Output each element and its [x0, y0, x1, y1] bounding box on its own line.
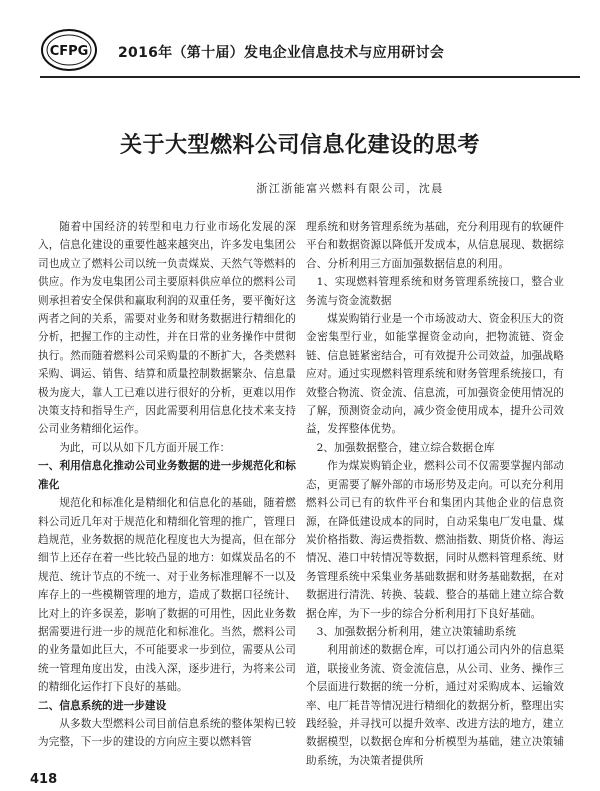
subsection-heading: 2、加强数据整合，建立综合数据仓库 [316, 441, 495, 454]
conference-header [40, 28, 580, 72]
paragraph: 利用前述的数据仓库，可以打通公司内外的信息渠道，联接业务流、资金流信息，从公司、业务、操作三个层面进行数据的统一分析，通过对采购成本、运输效率、电厂耗昔等情况进行精细化的数据分析，整理出实践经验，并寻找可以提升效率、改进方法的地方，建立数据模型，以数据仓库和分析模型为基础，建立决策辅助系统，为决策者提供所 [306, 644, 564, 767]
subsection-heading: 3、加强数据分析利用，建立决策辅助系统 [316, 625, 516, 638]
conference-logo [40, 28, 98, 72]
author-line: 浙江浙能富兴燃料有限公司，沈晨 [256, 182, 444, 195]
paragraph: 为此，可以从如下几方面开展工作： [59, 441, 231, 454]
conference-title: 2016年（第十届）发电企业信息技术与应用研讨会 [118, 45, 445, 61]
subsection-heading: 1、实现燃料管理系统和财务管理系统接口，整合业务流与资金流数据 [306, 276, 564, 307]
paragraph: 作为煤炭购销企业，燃料公司不仅需要掌握内部动态，更需要了解外部的市场形势及走向。可以充分利用燃料公司已有的软件平台和集团内其他企业的信息资源，在降低建设成本的同时，自动采集电厂发电量、煤炭价格指数、海运费指数、燃油指数、期货价格、海运情况、港口中转情况等数据，同时从燃料管理系统、财务管理系统中采集业务基础数据和财务基础数据，在对数据进行清洗、转换、装载、整合的基础上建立综合数据仓库，为下一步的综合分析利用打下良好基础。 [306, 460, 564, 620]
page-number: 418 [30, 772, 58, 787]
paragraph: 随着中国经济的转型和电力行业市场化发展的深入，信息化建设的重要性越来越突出，许多发电集团公司也成立了燃料公司以统一负责煤炭、天然气等燃料的供应。作为发电集团公司主要原料供应单位的燃料公司则承担着安全保供和赢取利润的双重任务，要平衡好这两者之间的关系，需要对业务和财务数据进行精细化的分析，把握工作的主动性，并在日常的业务操作中贯彻执行。然而随着燃料公司采购量的不断扩大，各类燃料采购、调运、销售、结算和质量控制数据繁杂、信息量极为庞大，靠人工已难以进行很好的分析，更难以用作决策支持和指导生产，因此需要利用信息化技术来支持公司业务精细化运作。 [38, 221, 296, 436]
section-heading: 一、利用信息化推动公司业务数据的进一步规范化和标准化 [38, 460, 296, 491]
paragraph-continued: 理系统和财务管理系统为基础，充分利用现有的软硬件平台和数据资源以降低开发成本，从信息展现、数据综合、分析利用三方面加强数据信息的利用。 [306, 221, 564, 270]
left-column [38, 218, 296, 770]
paragraph: 规范化和标准化是精细化和信息化的基础，随着燃料公司近几年对于规范化和精细化管理的推广，管理日趋规范，业务数据的规范化程度也大为提高，但在部分细节上还存在着一些比较凸显的地方：如煤炭品名的不规范、统计节点的不统一、对于业务标准理解不一以及库存上的一些模糊管理的地方，造成了数据口径统计、比对上的许多误差，影响了数据的可用性，因此业务数据需要进行进一步的规范化和标准化。当然，燃料公司的业务量如此巨大，不可能要求一步到位，需要从公司统一管理角度出发，由浅入深，逐步进行，为将来公司的精细化运作打下良好的基础。 [38, 497, 296, 694]
section-heading: 二、信息系统的进一步建设 [38, 699, 167, 712]
paper-title: 关于大型燃料公司信息化建设的思考 [119, 133, 480, 158]
header-rule [40, 76, 580, 78]
right-column [306, 218, 564, 770]
logo-text: CFPG [49, 44, 89, 59]
paragraph: 煤炭购销行业是一个市场波动大、资金积压大的资金密集型行业，如能掌握资金动向，把物流链、资金链、信息链紧密结合，可有效提升公司效益，加强战略应对。通过实现燃料管理系统和财务管理系统接口，有效整合物流、资金流、信息流，可加强资金使用情况的了解，预测资金动向，减少资金使用成本，提升公司效益，发挥整体优势。 [306, 313, 564, 436]
paragraph: 从多数大型燃料公司目前信息系统的整体架构已较为完整，下一步的建设的方向应主要以燃料管 [38, 717, 296, 749]
